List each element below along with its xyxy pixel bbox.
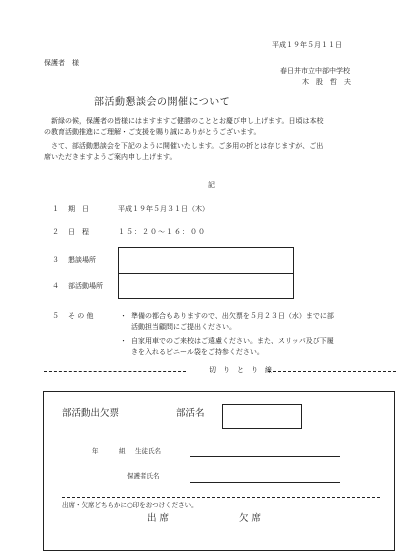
venue-box-divider <box>118 273 294 274</box>
document-date: 平成１９年５月１１日 <box>272 41 342 49</box>
school-name: 春日井市立中部中学校 <box>280 67 350 75</box>
cut-line-right <box>268 371 396 372</box>
bullet-2-mark: ・ <box>120 337 127 345</box>
item-3-label: 懇談場所 <box>68 256 96 264</box>
bullet-2-line-2: きを入れるビニール袋をご持参ください。 <box>131 348 264 356</box>
guardian-name-field[interactable] <box>190 482 340 483</box>
paragraph-1-line-1: 新緑の候，保護者の皆様にはますますご健勝のこととお慶び申し上げます。日頃は本校 <box>51 117 324 125</box>
club-name-field[interactable] <box>222 404 302 429</box>
item-4-label: 部活動場所 <box>68 282 103 290</box>
paragraph-1-line-2: の教育活動推進にご理解・ご支援を賜り誠にありがとうございます。 <box>44 128 261 136</box>
item-3-number: ３ <box>52 256 59 264</box>
item-2-value: １５：２０～１６：００ <box>118 228 206 236</box>
document-title: 部活動懇談会の開催について <box>94 97 231 108</box>
principal-name: 木 股 哲 夫 <box>302 78 351 86</box>
item-5-label: そ の 他 <box>68 312 94 320</box>
club-name-label: 部活名 <box>176 408 205 419</box>
ki-mark: 記 <box>208 181 215 189</box>
item-5-number: ５ <box>52 312 59 320</box>
item-1-value: 平成１９年５月３１日（木） <box>118 205 209 213</box>
bullet-1-line-2: 活動担当顧問にご提出ください。 <box>131 323 236 331</box>
addressee: 保護者 様 <box>44 59 79 67</box>
grade-label: 年 <box>92 447 99 455</box>
item-2-label: 日 程 <box>68 228 89 236</box>
absent-option[interactable]: 欠席 <box>239 513 265 524</box>
student-name-label: 生徒氏名 <box>135 447 161 455</box>
item-4-number: ４ <box>52 282 59 290</box>
bullet-1-mark: ・ <box>120 312 127 320</box>
cut-line-label: 切 り と り 線 <box>209 366 272 374</box>
item-2-number: ２ <box>52 228 59 236</box>
student-name-field[interactable] <box>190 456 340 457</box>
guardian-name-label: 保護者氏名 <box>127 472 160 480</box>
slip-title: 部活動出欠票 <box>62 408 120 419</box>
slip-separator <box>62 497 380 498</box>
bullet-1-line-1: 準備の都合もありますので、出欠票を５月２３日（水）までに部 <box>131 312 334 320</box>
item-1-number: １ <box>52 205 59 213</box>
bullet-2-line-1: 自家用車でのご来校はご遠慮ください。また、スリッパ及び下履 <box>131 337 334 345</box>
slip-instruction: 出席・欠席どちらかに○印をおつけください。 <box>62 501 198 509</box>
paragraph-2-line-1: さて、部活動懇談会を下記のように開催いたします。ご多用の折とは存じますが、ご出 <box>51 142 324 150</box>
class-label: 組 <box>119 447 126 455</box>
cut-line-left <box>44 371 186 372</box>
item-1-label: 期 日 <box>68 205 89 213</box>
paragraph-2-line-2: 席いただきますようご案内申し上げます。 <box>44 153 177 161</box>
attend-option[interactable]: 出席 <box>147 513 173 524</box>
